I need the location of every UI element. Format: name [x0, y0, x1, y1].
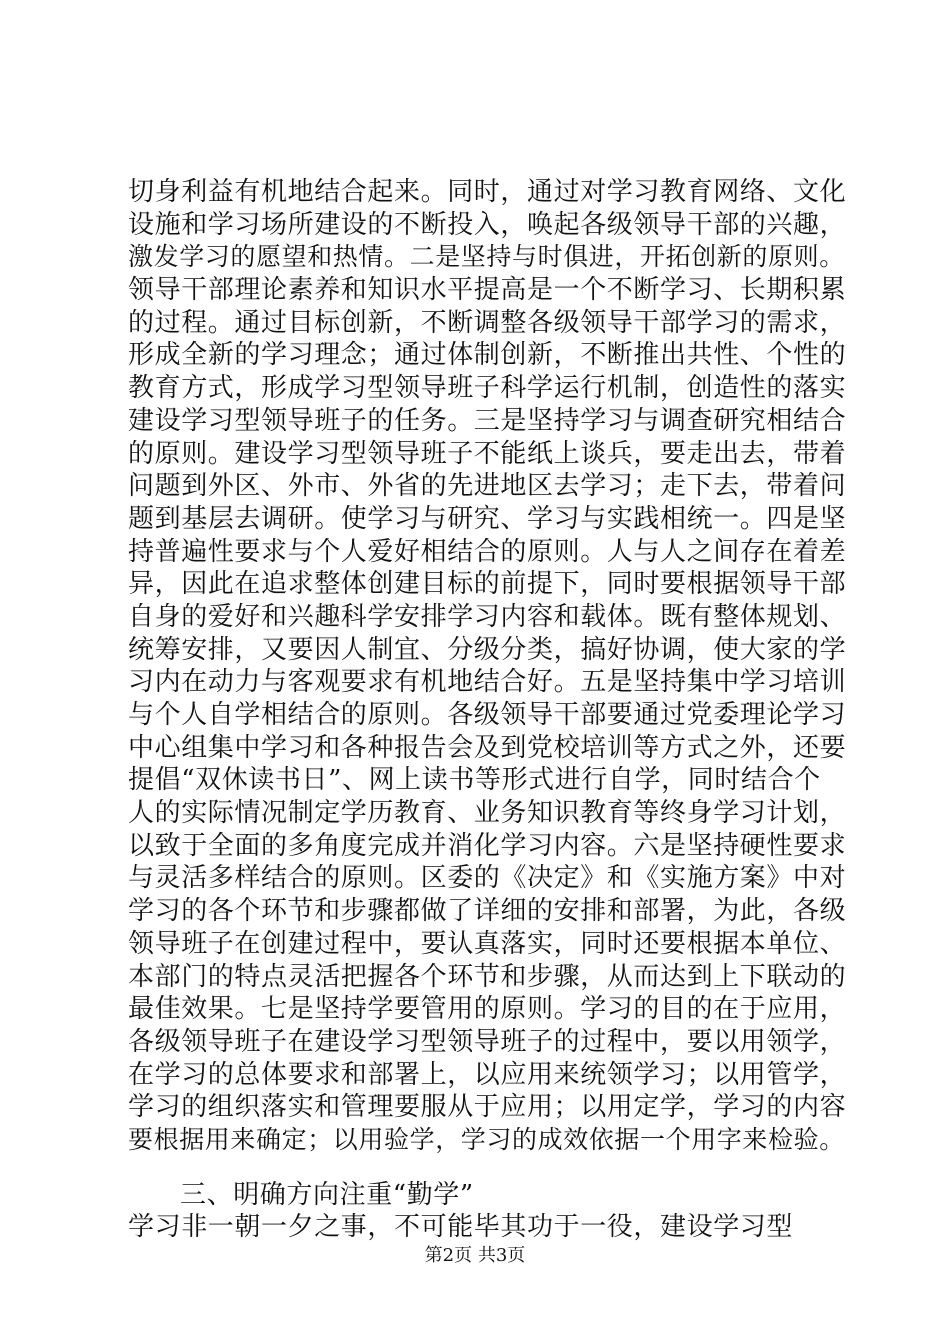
- section-heading: 三、明确方向注重“勤学”: [180, 1179, 474, 1210]
- paragraph-line: 异，因此在追求整体创建目标的前提下，同时要根据领导干部: [128, 569, 847, 600]
- paragraph-line: 题到基层去调研。使学习与研究、学习与实践相统一。四是坚: [128, 503, 847, 534]
- paragraph-line: 问题到外区、外市、外省的先进地区去学习；走下去，带着问: [128, 471, 847, 502]
- paragraph-line: 领导班子在创建过程中，要认真落实，同时还要根据本单位、: [128, 928, 847, 959]
- paragraph-line: 建设学习型领导班子的任务。三是坚持学习与调查研究相结合: [128, 405, 847, 436]
- paragraph-line: 持普遍性要求与个人爱好相结合的原则。人与人之间存在着差: [128, 536, 847, 567]
- paragraph-line: 与灵活多样结合的原则。区委的《决定》和《实施方案》中对: [128, 863, 847, 894]
- paragraph-line: 各级领导班子在建设学习型领导班子的过程中，要以用领学，: [128, 1026, 847, 1057]
- paragraph-line: 统筹安排，又要因人制宜、分级分类，搞好协调，使大家的学: [128, 634, 847, 665]
- paragraph-line: 切身利益有机地结合起来。同时，通过对学习教育网络、文化: [128, 177, 847, 207]
- paragraph-line: 与个人自学相结合的原则。各级领导干部要通过党委理论学习: [128, 700, 847, 730]
- paragraph-line: 形成全新的学习理念；通过体制创新，不断推出共性、个性的: [128, 340, 847, 371]
- paragraph-line: 学习的组织落实和管理要服从于应用；以用定学，学习的内容: [128, 1092, 847, 1123]
- paragraph-line: 习内在动力与客观要求有机地结合好。五是坚持集中学习培训: [128, 667, 847, 698]
- paragraph-gap: [128, 1157, 848, 1179]
- paragraph-line: 人的实际情况制定学历教育、业务知识教育等终身学习计划，: [128, 798, 847, 829]
- paragraph-line: 中心组集中学习和各种报告会及到党校培训等方式之外，还要: [128, 732, 847, 763]
- paragraph-line: 在学习的总体要求和部署上，以应用来统领学习；以用管学，: [128, 1059, 847, 1090]
- paragraph-line: 领导干部理论素养和知识水平提高是一个不断学习、长期积累: [128, 275, 847, 306]
- document-body: [128, 176, 848, 1244]
- paragraph-line: 教育方式，形成学习型领导班子科学运行机制，创造性的落实: [128, 373, 847, 404]
- paragraph-line: 提倡“双休读书日”、网上读书等形式进行自学，同时结合个: [128, 765, 821, 796]
- page-footer: 第2页 共3页: [424, 1245, 526, 1266]
- paragraph-line: 设施和学习场所建设的不断投入，唤起各级领导干部的兴趣，: [128, 209, 847, 240]
- paragraph-line: 激发学习的愿望和热情。二是坚持与时俱进，开拓创新的原则。: [128, 242, 845, 272]
- paragraph-line: 本部门的特点灵活把握各个环节和步骤，从而达到上下联动的: [128, 961, 847, 992]
- paragraph-line: 最佳效果。七是坚持学要管用的原则。学习的目的在于应用，: [128, 994, 847, 1025]
- paragraph-line: 要根据用来确定；以用验学，学习的成效依据一个用字来检验。: [128, 1124, 845, 1154]
- paragraph-line: 学习非一朝一夕之事，不可能毕其功于一役，建设学习型: [128, 1212, 794, 1243]
- paragraph-line: 以致于全面的多角度完成并消化学习内容。六是坚持硬性要求: [128, 830, 847, 861]
- paragraph-line: 学习的各个环节和步骤都做了详细的安排和部署，为此，各级: [128, 896, 847, 927]
- paragraph-line: 的原则。建设学习型领导班子不能纸上谈兵，要走出去，带着: [128, 438, 847, 469]
- paragraph-line: 的过程。通过目标创新，不断调整各级领导干部学习的需求，: [128, 307, 847, 338]
- paragraph-line: 自身的爱好和兴趣科学安排学习内容和载体。既有整体规划、: [128, 601, 847, 632]
